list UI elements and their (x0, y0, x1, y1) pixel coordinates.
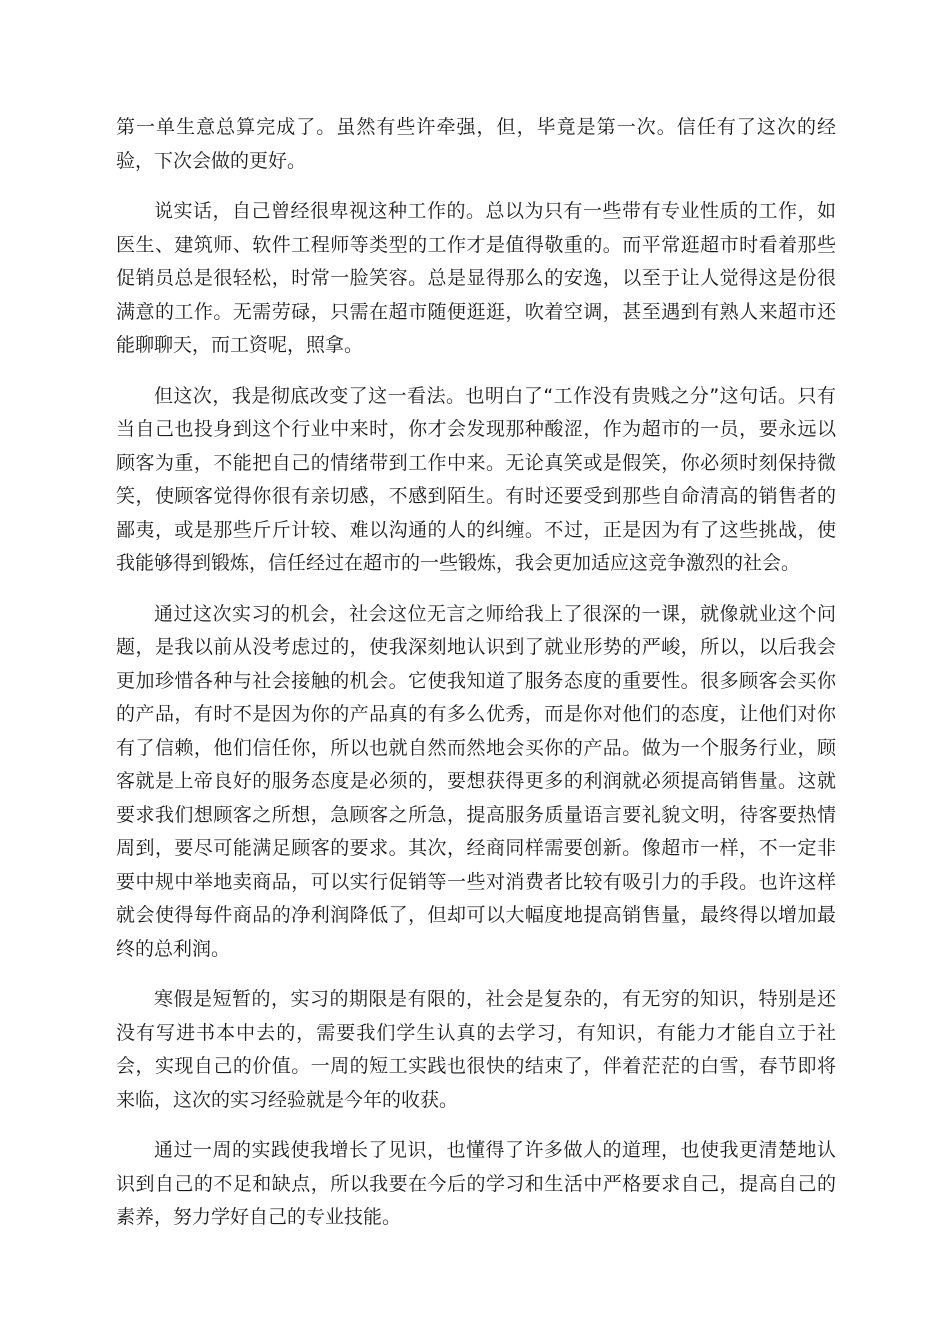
paragraph-1: 第一单生意总算完成了。虽然有些许牵强，但，毕竟是第一次。信任有了这次的经验，下次会做的更好。 (116, 116, 836, 172)
paragraph-6: 通过一周的实践使我增长了见识，也懂得了许多做人的道理，也使我更清楚地认识到自己的不足和缺点，所以我要在今后的学习和生活中严格要求自己，提高自己的素养，努力学好自己的专业技能。 (116, 1139, 836, 1228)
paragraph-5: 寒假是短暂的，实习的期限是有限的，社会是复杂的，有无穷的知识，特别是还没有写进书本中去的，需要我们学生认真的去学习，有知识，有能力才能自立于社会，实现自己的价值。一周的短工实践也很快的结束了，伴着茫茫的白雪，春节即将来临，这次的实习经验就是今年的收获。 (116, 988, 836, 1111)
paragraph-2: 说实话，自己曾经很卑视这种工作的。总以为只有一些带有专业性质的工作，如医生、建筑师、软件工程师等类型的工作才是值得敬重的。而平常逛超市时看着那些促销员总是很轻松，时常一脸笑容。总是显得那么的安逸，以至于让人觉得这是份很满意的工作。无需劳碌，只需在超市随便逛逛，吹着空调，甚至遇到有熟人来超市还能聊聊天，而工资呢，照拿。 (116, 200, 836, 356)
document-body (116, 111, 836, 1252)
paragraph-4: 通过这次实习的机会，社会这位无言之师给我上了很深的一课，就像就业这个问题，是我以前从没考虑过的，使我深刻地认识到了就业形势的严峻，所以，以后我会更加珍惜各种与社会接触的机会。它使我知道了服务态度的重要性。很多顾客会买你的产品，有时不是因为你的产品真的有多么优秀，而是你对他们的态度，让他们对你有了信赖，他们信任你，所以也就自然而然地会买你的产品。做为一个服务行业，顾客就是上帝良好的服务态度是必须的，要想获得更多的利润就必须提高销售量。这就要求我们想顾客之所想，急顾客之所急，提高服务质量语言要礼貌文明，待客要热情周到，要尽可能满足顾客的要求。其次，经商同样需要创新。像超市一样，不一定非要中规中举地卖商品，可以实行促销等一些对消费者比较有吸引力的手段。也许这样就会使得每件商品的净利润降低了，但却可以大幅度地提高销售量，最终得以增加最终的总利润。 (116, 602, 836, 960)
paragraph-3: 但这次，我是彻底改变了这一看法。也明白了“工作没有贵贱之分”这句话。只有当自己也投身到这个行业中来时，你才会发现那种酸涩，作为超市的一员，要永远以顾客为重，不能把自己的情绪带到工作中来。无论真笑或是假笑，你必须时刻保持微笑，使顾客觉得你很有亲切感，不感到陌生。有时还要受到那些自命清高的销售者的鄙夷，或是那些斤斤计较、难以沟通的人的纠缠。不过，正是因为有了这些挑战，使我能够得到锻炼，信任经过在超市的一些锻炼，我会更加适应这竞争激烈的社会。 (116, 384, 836, 574)
